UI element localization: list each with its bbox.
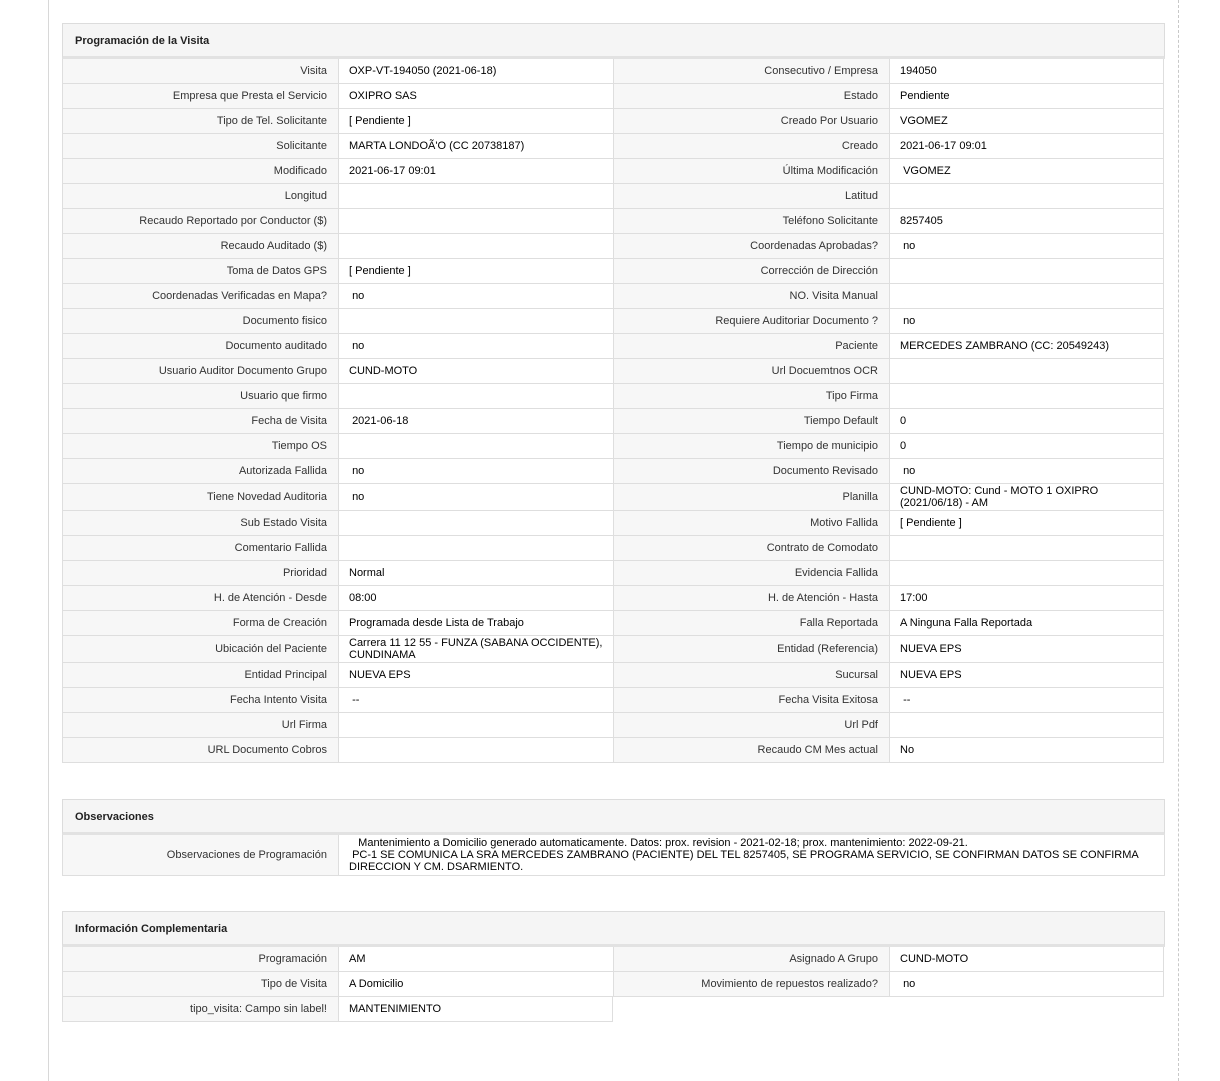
field-label: Usuario Auditor Documento Grupo <box>62 359 338 384</box>
field-label: Creado Por Usuario <box>613 109 889 134</box>
field-value: Programada desde Lista de Trabajo <box>338 611 613 636</box>
field-value: no <box>338 284 613 309</box>
field-value <box>889 359 1164 384</box>
field-label: Motivo Fallida <box>613 511 889 536</box>
field-label: Tiene Novedad Auditoria <box>62 484 338 511</box>
table-row <box>62 511 1165 536</box>
table-row <box>62 159 1165 184</box>
field-label: Tiempo Default <box>613 409 889 434</box>
field-value <box>889 536 1164 561</box>
field-label: Movimiento de repuestos realizado? <box>613 972 889 997</box>
field-value: A Ninguna Falla Reportada <box>889 611 1164 636</box>
field-value: CUND-MOTO <box>338 359 613 384</box>
field-value: 2021-06-18 <box>338 409 613 434</box>
field-value: A Domicilio <box>338 972 613 997</box>
field-value: Pendiente <box>889 84 1164 109</box>
field-label: Tiempo de municipio <box>613 434 889 459</box>
field-label: Latitud <box>613 184 889 209</box>
field-value: no <box>889 309 1164 334</box>
field-label: Url Docuemtnos OCR <box>613 359 889 384</box>
field-value: 08:00 <box>338 586 613 611</box>
table-row <box>62 484 1165 511</box>
table-row <box>62 972 1165 997</box>
left-border-line <box>48 0 49 1081</box>
field-label: Url Firma <box>62 713 338 738</box>
table-row <box>62 947 1165 972</box>
field-value <box>889 561 1164 586</box>
table-row <box>62 334 1165 359</box>
field-label: tipo_visita: Campo sin label! <box>62 997 338 1022</box>
field-label: Empresa que Presta el Servicio <box>62 84 338 109</box>
field-value: NUEVA EPS <box>338 663 613 688</box>
field-label: URL Documento Cobros <box>62 738 338 763</box>
field-label: Recaudo Auditado ($) <box>62 234 338 259</box>
field-value: CUND-MOTO <box>889 947 1164 972</box>
field-label: Tiempo OS <box>62 434 338 459</box>
field-label: Modificado <box>62 159 338 184</box>
field-label: Comentario Fallida <box>62 536 338 561</box>
table-row <box>62 59 1165 84</box>
table-row <box>62 284 1165 309</box>
field-value: 8257405 <box>889 209 1164 234</box>
field-value: [ Pendiente ] <box>889 511 1164 536</box>
field-label: Documento auditado <box>62 334 338 359</box>
field-label: Tipo Firma <box>613 384 889 409</box>
table-row <box>62 359 1165 384</box>
field-value <box>338 511 613 536</box>
field-value: [ Pendiente ] <box>338 259 613 284</box>
field-value: [ Pendiente ] <box>338 109 613 134</box>
table-row <box>62 561 1165 586</box>
field-label: Estado <box>613 84 889 109</box>
table-row <box>62 309 1165 334</box>
field-value <box>338 713 613 738</box>
observaciones-title: Observaciones <box>62 799 1165 835</box>
field-value <box>338 184 613 209</box>
field-label: Recaudo CM Mes actual <box>613 738 889 763</box>
field-label: Solicitante <box>62 134 338 159</box>
field-label: Sub Estado Visita <box>62 511 338 536</box>
field-value: 17:00 <box>889 586 1164 611</box>
table-row <box>62 184 1165 209</box>
table-row <box>62 835 1165 876</box>
field-value: Carrera 11 12 55 - FUNZA (SABANA OCCIDENTE), CUNDINAMA <box>338 636 613 663</box>
field-label: Toma de Datos GPS <box>62 259 338 284</box>
field-label: Documento fisico <box>62 309 338 334</box>
table-row <box>62 234 1165 259</box>
field-label: Entidad Principal <box>62 663 338 688</box>
field-label: Última Modificación <box>613 159 889 184</box>
table-row <box>62 636 1165 663</box>
field-value <box>338 536 613 561</box>
field-label: H. de Atención - Desde <box>62 586 338 611</box>
field-value: no <box>338 484 613 511</box>
field-label: Evidencia Fallida <box>613 561 889 586</box>
table-row <box>62 688 1165 713</box>
table-row <box>62 209 1165 234</box>
field-value: OXP-VT-194050 (2021-06-18) <box>338 59 613 84</box>
table-row <box>62 611 1165 636</box>
field-value <box>338 434 613 459</box>
complementaria-table <box>62 947 1165 1022</box>
field-value <box>338 209 613 234</box>
field-label: Coordenadas Verificadas en Mapa? <box>62 284 338 309</box>
field-value: 0 <box>889 434 1164 459</box>
table-row <box>62 384 1165 409</box>
field-value: no <box>338 334 613 359</box>
table-row <box>62 663 1165 688</box>
field-label: Corrección de Dirección <box>613 259 889 284</box>
field-value <box>338 309 613 334</box>
field-label: Documento Revisado <box>613 459 889 484</box>
field-label: Usuario que firmo <box>62 384 338 409</box>
table-row <box>62 997 1165 1022</box>
field-label: Entidad (Referencia) <box>613 636 889 663</box>
table-row <box>62 259 1165 284</box>
table-row <box>62 409 1165 434</box>
field-value: 0 <box>889 409 1164 434</box>
complementaria-panel <box>62 911 1165 1022</box>
field-label: Tipo de Tel. Solicitante <box>62 109 338 134</box>
field-value <box>889 184 1164 209</box>
field-label: Asignado A Grupo <box>613 947 889 972</box>
field-label: Tipo de Visita <box>62 972 338 997</box>
field-value: OXIPRO SAS <box>338 84 613 109</box>
table-row <box>62 738 1165 763</box>
field-label: Visita <box>62 59 338 84</box>
field-value: no <box>889 234 1164 259</box>
observaciones-panel <box>62 799 1165 876</box>
field-label: Fecha Visita Exitosa <box>613 688 889 713</box>
field-label: Teléfono Solicitante <box>613 209 889 234</box>
field-value: no <box>338 459 613 484</box>
field-label: Planilla <box>613 484 889 511</box>
field-label: NO. Visita Manual <box>613 284 889 309</box>
field-value: no <box>889 972 1164 997</box>
field-value <box>889 259 1164 284</box>
field-label: Requiere Auditoriar Documento ? <box>613 309 889 334</box>
field-value: CUND-MOTO: Cund - MOTO 1 OXIPRO (2021/06/18) - AM <box>889 484 1164 511</box>
programacion-table <box>62 59 1165 763</box>
field-value: -- <box>338 688 613 713</box>
field-value: MARTA LONDOÃ'O (CC 20738187) <box>338 134 613 159</box>
right-dashed-line <box>1178 0 1179 1081</box>
field-label: H. de Atención - Hasta <box>613 586 889 611</box>
field-value: AM <box>338 947 613 972</box>
field-value <box>338 234 613 259</box>
field-label: Url Pdf <box>613 713 889 738</box>
field-value: MANTENIMIENTO <box>338 997 613 1022</box>
table-row <box>62 109 1165 134</box>
programacion-title: Programación de la Visita <box>62 23 1165 59</box>
field-label: Coordenadas Aprobadas? <box>613 234 889 259</box>
field-value: 194050 <box>889 59 1164 84</box>
field-value: 2021-06-17 09:01 <box>889 134 1164 159</box>
field-value: no <box>889 459 1164 484</box>
table-row <box>62 459 1165 484</box>
field-label: Ubicación del Paciente <box>62 636 338 663</box>
field-label: Consecutivo / Empresa <box>613 59 889 84</box>
field-value <box>338 384 613 409</box>
field-label: Fecha de Visita <box>62 409 338 434</box>
field-label: Forma de Creación <box>62 611 338 636</box>
field-value: Normal <box>338 561 613 586</box>
table-row <box>62 84 1165 109</box>
field-label: Observaciones de Programación <box>62 835 338 876</box>
table-row <box>62 536 1165 561</box>
field-label: Autorizada Fallida <box>62 459 338 484</box>
field-label: Prioridad <box>62 561 338 586</box>
field-value <box>338 738 613 763</box>
field-label: Creado <box>613 134 889 159</box>
table-row <box>62 134 1165 159</box>
field-value: VGOMEZ <box>889 159 1164 184</box>
field-value <box>889 384 1164 409</box>
field-value <box>889 284 1164 309</box>
field-value: -- <box>889 688 1164 713</box>
table-row <box>62 713 1165 738</box>
field-label: Contrato de Comodato <box>613 536 889 561</box>
field-label: Paciente <box>613 334 889 359</box>
field-label: Recaudo Reportado por Conductor ($) <box>62 209 338 234</box>
field-value: NUEVA EPS <box>889 663 1164 688</box>
field-label: Programación <box>62 947 338 972</box>
field-value: VGOMEZ <box>889 109 1164 134</box>
field-label: Longitud <box>62 184 338 209</box>
table-row <box>62 586 1165 611</box>
table-row <box>62 434 1165 459</box>
complementaria-title: Información Complementaria <box>62 911 1165 947</box>
field-label: Fecha Intento Visita <box>62 688 338 713</box>
field-label: Sucursal <box>613 663 889 688</box>
field-value: NUEVA EPS <box>889 636 1164 663</box>
field-value: 2021-06-17 09:01 <box>338 159 613 184</box>
field-label: Falla Reportada <box>613 611 889 636</box>
observaciones-value: Mantenimiento a Domicilio generado automaticamente. Datos: prox. revision - 2021-02-18; prox. mantenimiento: 2022-09-21. PC-1 SE COMUNICA LA SRA MERCEDES ZAMBRANO (PACIENTE) DEL TEL 8257405, SE PROGRAMA SERVICIO, SE CONFIRMAN DATOS SE CONFIRMA DIRECCION Y CM. DSARMIENTO. <box>338 835 1165 876</box>
field-value: MERCEDES ZAMBRANO (CC: 20549243) <box>889 334 1164 359</box>
programacion-panel <box>62 23 1165 763</box>
field-value: No <box>889 738 1164 763</box>
field-value <box>889 713 1164 738</box>
